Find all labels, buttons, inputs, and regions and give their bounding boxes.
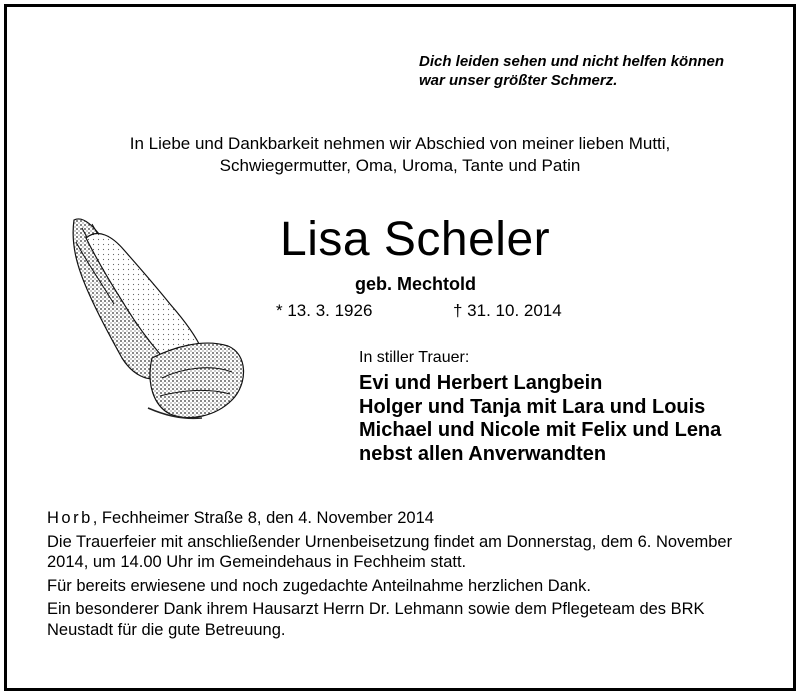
motto-quote: Dich leiden sehen und nicht helfen können war unser größter Schmerz. — [419, 53, 725, 89]
intro-text: In Liebe und Dankbarkeit nehmen wir Abschied von meiner lieben Mutti, Schwiegermutter, Oma, Uroma, Tante und Patin — [129, 134, 671, 175]
special-thanks-text: Ein besonderer Dank ihrem Hausarzt Herrn Dr. Lehmann sowie dem Pflegeteam des BRK Neustadt für die gute Betreuung. — [47, 600, 705, 639]
address-date: , Fechheimer Straße 8, den 4. November 2014 — [92, 509, 434, 527]
funeral-info: Die Trauerfeier mit anschließender Urnenbeisetzung findet am Donnerstag, dem 6. November 2014, um 14.00 Uhr im Gemeindehaus in Fechheim statt. — [47, 532, 733, 571]
praying-hands-icon — [52, 208, 252, 428]
death-date: † 31. 10. 2014 — [453, 301, 562, 320]
list-item: Evi und Herbert Langbein — [359, 372, 603, 394]
birth-name: geb. Mechtold — [355, 274, 476, 294]
list-item: Holger und Tanja mit Lara und Louis — [359, 395, 706, 418]
address-line — [47, 508, 767, 529]
list-item: Michael und Nicole mit Felix und Lena — [359, 419, 722, 441]
place-name: Horb — [47, 509, 93, 527]
list-item: nebst allen Anverwandten — [359, 442, 607, 465]
deceased-name: Lisa Scheler — [280, 213, 551, 266]
birth-date: * 13. 3. 1926 — [276, 301, 373, 320]
thanks-text: Für bereits erwiesene und noch zugedachte Anteilnahme herzlichen Dank. — [47, 576, 591, 595]
mourning-label: In stiller Trauer: — [359, 349, 470, 366]
mourners-list — [359, 372, 721, 466]
footer — [47, 508, 767, 640]
